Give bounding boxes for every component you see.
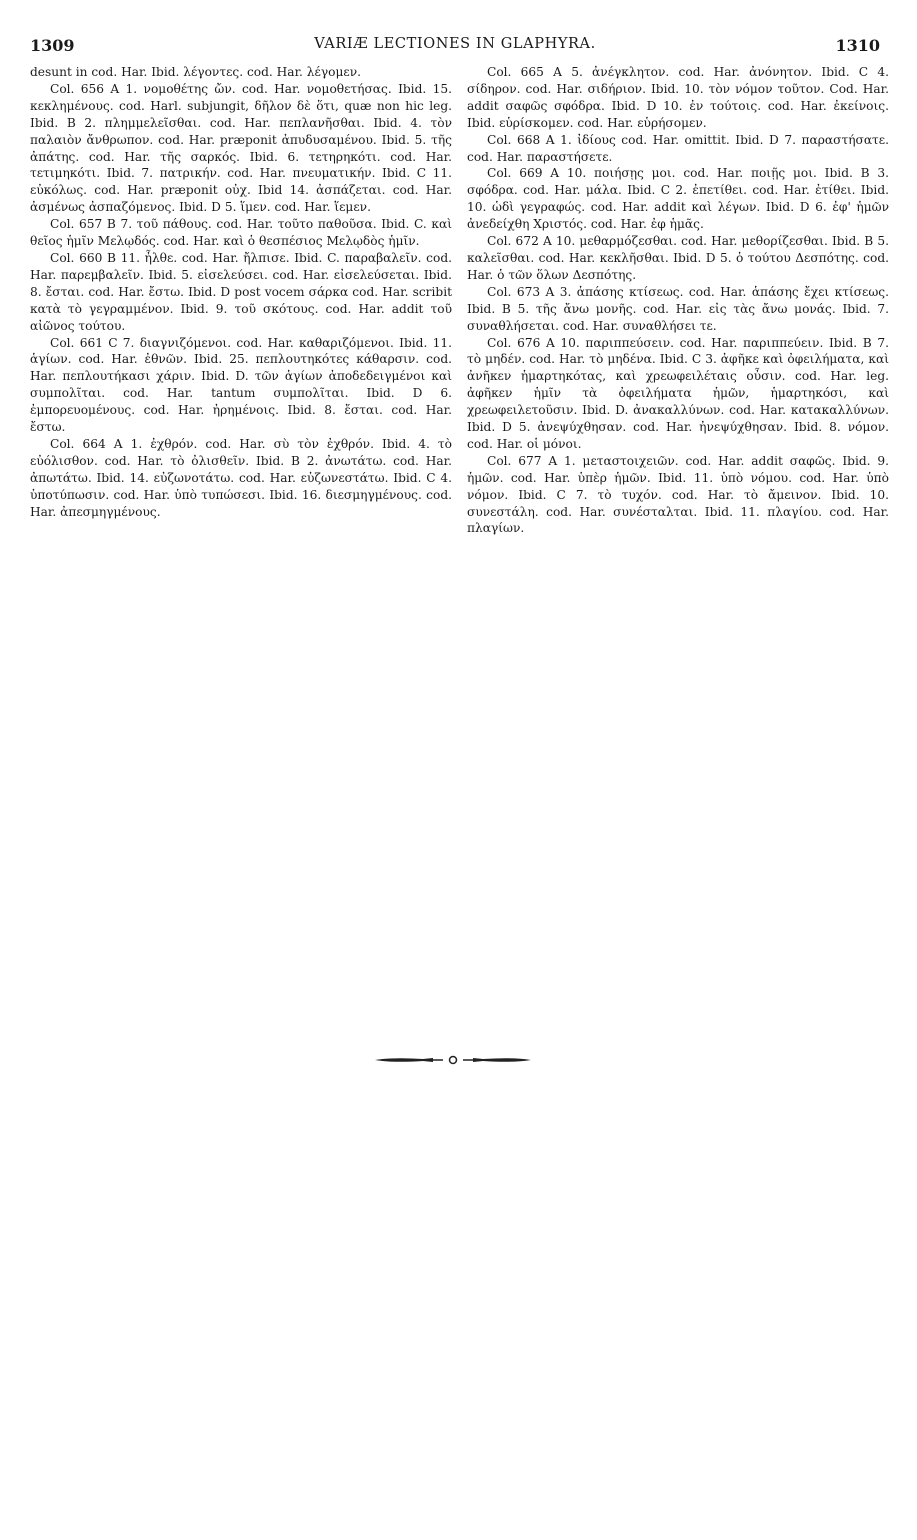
- entry-col-664: Col. 664 A 1. ἐχθρόν. cod. Har. σὺ τὸν ἐχθρόν. Ibid. 4. τὸ εὐόλισθον. cod. Har. τὸ ὀλισθεῖν. Ibid. B 2. ἀνωτάτω. cod. Har. ἀπωτάτω. Ibid. 14. εὐζωνοτάτω. cod. Har. εὐζωνεστάτω. Ibid. C 4. ὑποτύπωσιν. cod. Har. ὑπὸ τυπώσεσι. Ibid. 16. διεσμηγμένους. cod. Har. ἀπεσμηγμένους.: [30, 436, 452, 519]
- entry-col-673: Col. 673 A 3. ἁπάσης κτίσεως. cod. Har. ἁπάσης ἔχει κτίσεως. Ibid. B 5. τῆς ἄνω μονῆς. cod. Har. εἰς τὰς ἄνω μονάς. Ibid. 7. συναθλήσεται. cod. Har. συναθλήσει τε.: [467, 284, 889, 333]
- entry-col-661: Col. 661 C 7. διαγνιζόμενοι. cod. Har. καθαριζόμενοι. Ibid. 11. ἁγίων. cod. Har. ἐθνῶν. Ibid. 25. πεπλουτηκότες κάθαρσιν. cod. Har. πεπλουτήκασι χάριν. Ibid. D. τῶν ἁγίων ἀποδεδειγμένοι καὶ συμπολῖται. cod. Har. tantum συμπολῖται. Ibid. D 6. ἐμπορευομένους. cod. Har. ἠρημένοις. Ibid. 8. ἔσται. cod. Har. ἔστω.: [30, 335, 452, 435]
- left-column: [30, 64, 452, 520]
- entry-continuation: desunt in cod. Har. Ibid. λέγοντες. cod. Har. λέγομεν.: [30, 65, 361, 79]
- entry-col-676: Col. 676 A 10. παριππεύσειν. cod. Har. παριππεύειν. Ibid. B 7. τὸ μηδέν. cod. Har. τὸ μηδένα. Ibid. C 3. ἀφῆκε καὶ ὀφειλήματα, καὶ ἀνῆκεν ἡμαρτηκότας, καὶ χρεωφειλέταις οὖσιν. cod. Har. leg. ἀφῆκεν ἡμῖν τὰ ὀφειλήματα ἡμῶν, ἡμαρτηκόσι, καὶ χρεωφειλετοῦσιν. Ibid. D. ἀνακαλλύνων. cod. Har. κατακαλλύνων. Ibid. D 5. ἀνεψύχθησαν. cod. Har. ἠνεψύχθησαν. Ibid. 8. νόμον. cod. Har. οἱ μόνοι.: [467, 335, 889, 451]
- entry-col-656: Col. 656 A 1. νομοθέτης ὤν. cod. Har. νομοθετήσας. Ibid. 15. κεκλημένους. cod. Harl. subjungit, δῆλον δὲ ὅτι, quæ non hic leg. Ibid. B 2. πλημμελεῖσθαι. cod. Har. πεπλανῆσθαι. Ibid. 4. τὸν παλαιὸν ἄνθρωπον. cod. Har. præponit ἀπυδυσαμένου. Ibid. 5. τῆς ἀπάτης. cod. Har. τῆς σαρκός. Ibid. 6. τετηρηκότι. cod. Har. τετιμηκότι. Ibid. 7. πατρικήν. cod. Har. πνευματικήν. Ibid. C 11. εὐκόλως. cod. Har. præponit οὐχ. Ibid 14. ἀσπάζεται. cod. Har. ἀσμένως ἀσπαζόμενος. Ibid. D 5. ἵμεν. cod. Har. ἵεμεν.: [30, 81, 452, 215]
- entry-col-668: Col. 668 A 1. ἰδίους cod. Har. omittit. Ibid. D 7. παραστήσατε. cod. Har. παραστήσετε.: [467, 132, 889, 164]
- right-column: [467, 64, 889, 537]
- running-title: VARIÆ LECTIONES IN GLAPHYRA.: [314, 36, 596, 52]
- entry-col-660: Col. 660 B 11. ἦλθε. cod. Har. ἤλπισε. Ibid. C. παραβαλεῖν. cod. Har. παρεμβαλεῖν. Ibid. 5. εἰσελεύσει. cod. Har. εἰσελεύσεται. Ibid. 8. ἔσται. cod. Har. ἔστω. Ibid. D post vocem σάρκα cod. Har. scribit κατὰ τὸ γεγραμμένον. Ibid. 9. τοῦ σκότους. cod. Har. addit τοῦ αἰῶνος τούτου.: [30, 250, 452, 333]
- end-ornament: [373, 1052, 533, 1068]
- entry-col-657: Col. 657 B 7. τοῦ πάθους. cod. Har. τοῦτο παθοῦσα. Ibid. C. καὶ θεῖος ἡμῖν Μελῳδός. cod. Har. καὶ ὁ θεσπέσιος Μελῳδὸς ἡμῖν.: [30, 217, 452, 249]
- entry-col-672: Col. 672 A 10. μεθαρμόζεσθαι. cod. Har. μεθορίζεσθαι. Ibid. B 5. καλεῖσθαι. cod. Har. κεκλῆσθαι. Ibid. D 5. ὁ τούτου Δεσπότης. cod. Har. ὁ τῶν ὅλων Δεσπότης.: [467, 234, 889, 282]
- page-header: [30, 36, 880, 58]
- entry-col-665: Col. 665 A 5. ἀνέγκλητον. cod. Har. ἀνόνητον. Ibid. C 4. σίδηρον. cod. Har. σιδήριον. Ibid. 10. τὸν νόμον τοῦτον. Cod. Har. addit σαφῶς σφόδρα. Ibid. D 10. ἐν τούτοις. cod. Har. ἐκείνοις. Ibid. εὑρίσκομεν. cod. Har. εὑρήσομεν.: [467, 65, 889, 130]
- entry-col-677: Col. 677 A 1. μεταστοιχειῶν. cod. Har. addit σαφῶς. Ibid. 9. ἡμῶν. cod. Har. ὑπὲρ ἡμῶν. Ibid. 11. ὑπὸ νόμου. cod. Har. ὑπὸ νόμον. Ibid. C 7. τὸ τυχόν. cod. Har. τὸ ἄμεινον. Ibid. 10. συνεστάλη. cod. Har. συνέσταλται. Ibid. 11. πλαγίου. cod. Har. πλαγίων.: [467, 453, 889, 536]
- page-number-left: 1309: [30, 36, 75, 55]
- page-number-right: 1310: [835, 36, 880, 55]
- entry-col-669: Col. 669 A 10. ποιήσῃς μοι. cod. Har. ποιῇς μοι. Ibid. B 3. σφόδρα. cod. Har. μάλα. Ibid. C 2. ἐπετίθει. cod. Har. ἐτίθει. Ibid. 10. ὡδὶ γεγραφώς. cod. Har. addit καὶ λέγων. Ibid. D 6. ἐφ' ἡμῶν ἀνεδείχθη Χριστός. cod. Har. ἐφ ἡμᾶς.: [467, 166, 889, 232]
